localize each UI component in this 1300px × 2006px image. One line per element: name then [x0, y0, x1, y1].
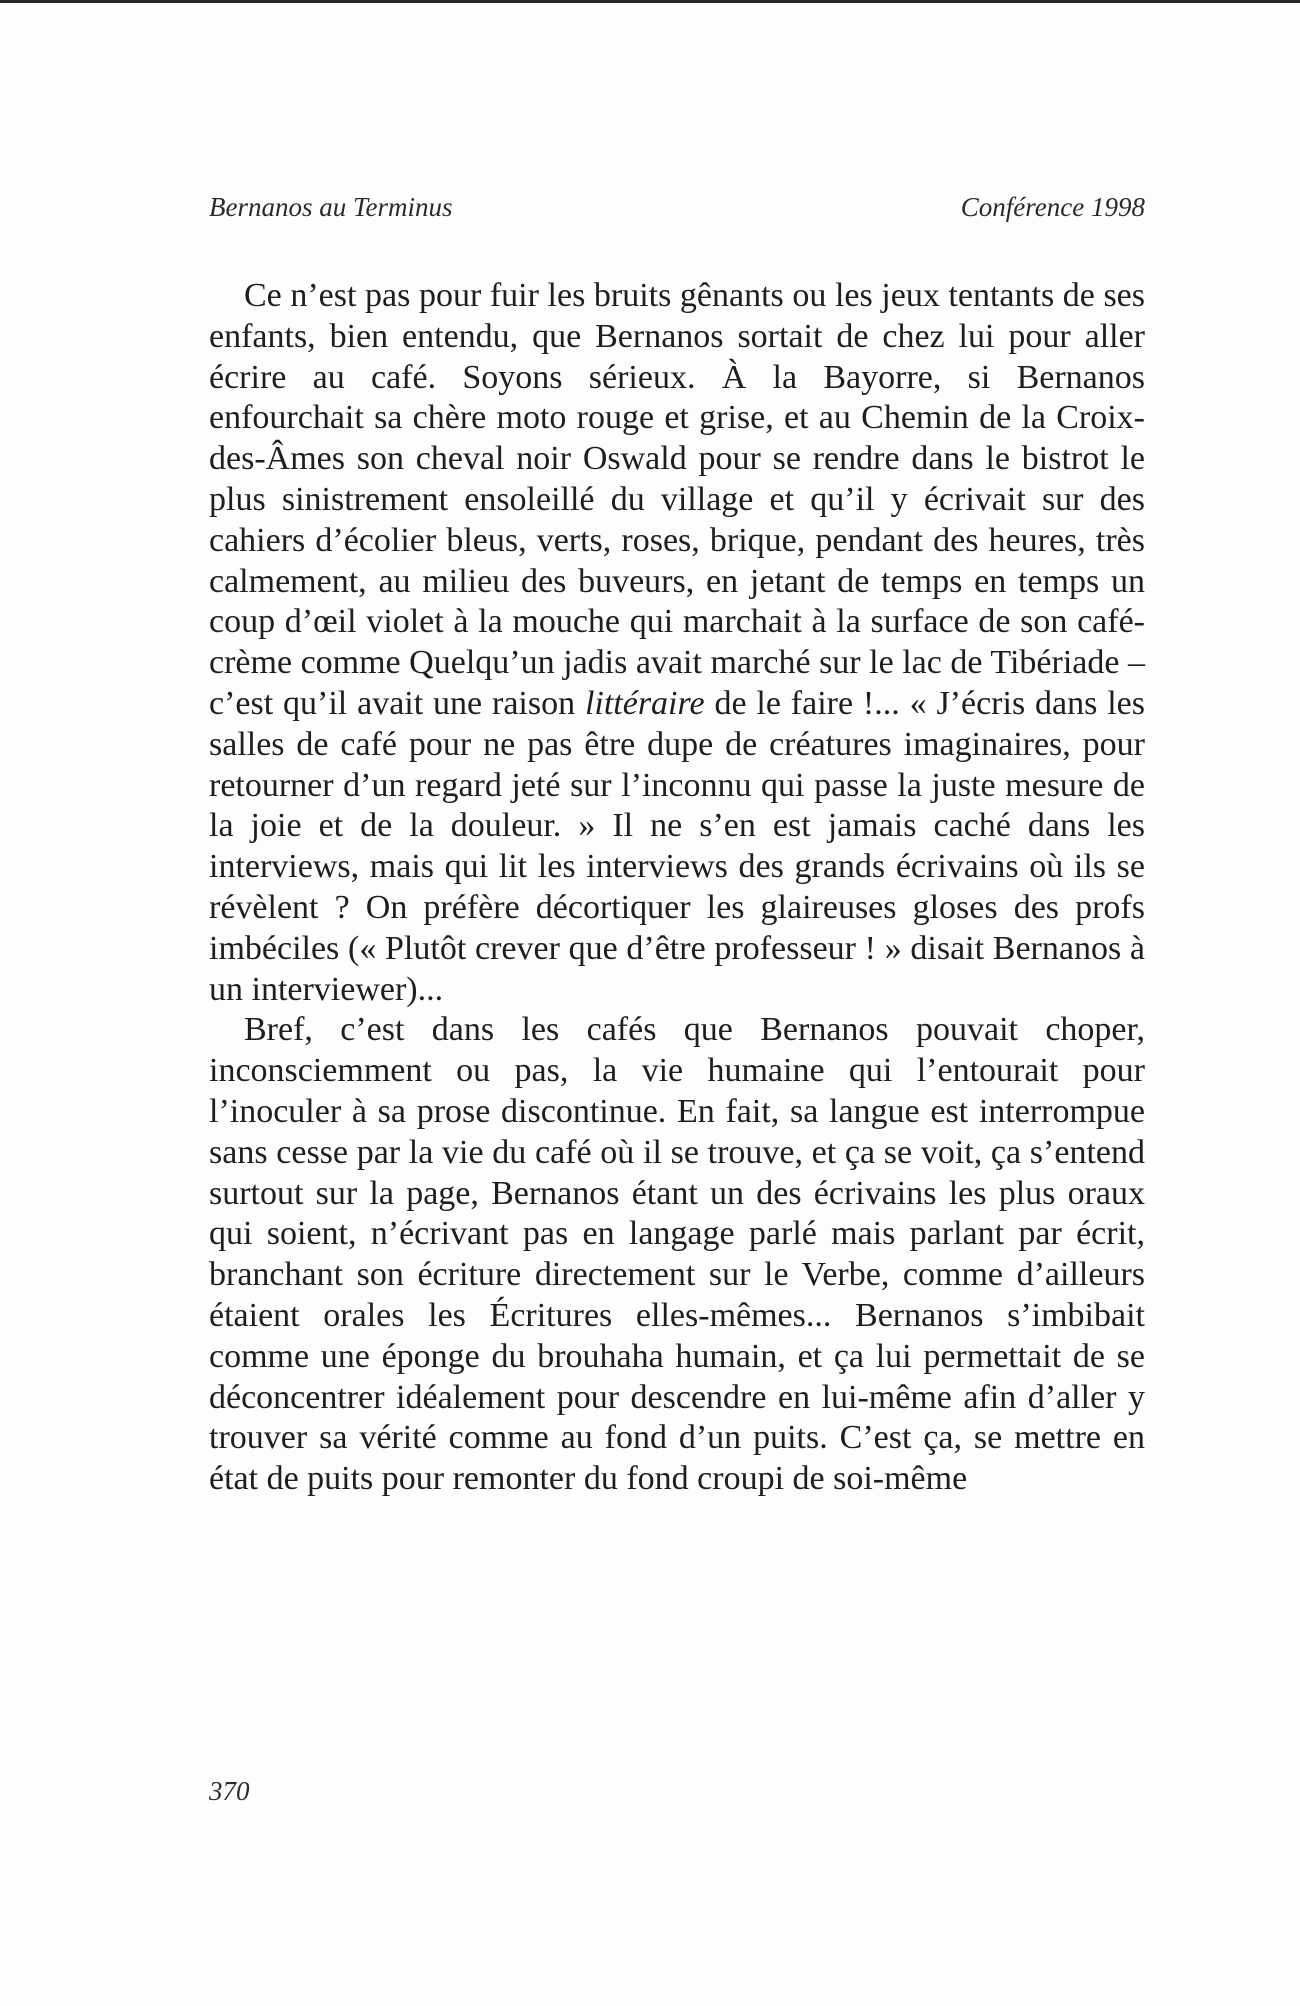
top-edge-rule — [0, 0, 1300, 3]
running-head — [209, 192, 1145, 232]
emphasized-word: littéraire — [584, 684, 705, 722]
running-head-book-title: Bernanos au Terminus — [209, 192, 453, 222]
paragraph-text: de le faire !... « J’écris dans les salles de café pour ne pas être dupe de créatures imaginaires, pour retourner d’un regard jeté sur l’inconnu qui passe la juste mesure de la joie et de la douleur. » Il ne s’en est jamais caché dans les interviews, mais qui lit les interviews des grands écrivains où ils se révèlent ? On préfère décortiquer les glaireuses gloses des profs imbéciles (« Plutôt crever que d’être professeur ! » disait Bernanos à un interviewer)... — [209, 684, 1145, 1008]
paragraph-text: Ce n’est pas pour fuir les bruits gênants ou les jeux tentants de ses enfants, bien entendu, que Bernanos sortait de chez lui pour aller écrire au café. Soyons sérieux. À la Bayorre, si Bernanos enfourchait sa chère moto rouge et grise, et au Chemin de la Croix-des-Âmes son cheval noir Oswald pour se rendre dans le bistrot le plus sinistrement ensoleillé du village et qu’il y écrivait sur des cahiers d’écolier bleus, verts, roses, brique, pendant des heures, très calmement, au milieu des buveurs, en jetant de temps en temps un coup d’œil violet à la mouche qui marchait à la surface de son café-crème comme Quelqu’un jadis avait marché sur le lac de Tibériade – c’est qu’il avait une raison — [209, 277, 1145, 722]
paragraph — [209, 276, 1145, 1010]
body-text — [209, 276, 1145, 1500]
page-number: 370 — [209, 1776, 250, 1806]
running-head-section-title: Conférence 1998 — [960, 192, 1145, 222]
paragraph: Bref, c’est dans les cafés que Bernanos pouvait choper, inconsciemment ou pas, la vie humaine qui l’entourait pour l’inoculer à sa prose discontinue. En fait, sa langue est interrompue sans cesse par la vie du café où il se trouve, et ça se voit, ça s’entend surtout sur la page, Bernanos étant un des écrivains les plus oraux qui soient, n’écrivant pas en langage parlé mais parlant par écrit, branchant son écriture directement sur le Verbe, comme d’ailleurs étaient orales les Écritures elles-mêmes... Bernanos s’imbibait comme une éponge du brouhaha humain, et ça lui permettait de se déconcentrer idéalement pour descendre en lui-même afin d’aller y trouver sa vérité comme au fond d’un puits. C’est ça, se mettre en état de puits pour remonter du fond croupi de soi-même — [209, 1011, 1145, 1498]
